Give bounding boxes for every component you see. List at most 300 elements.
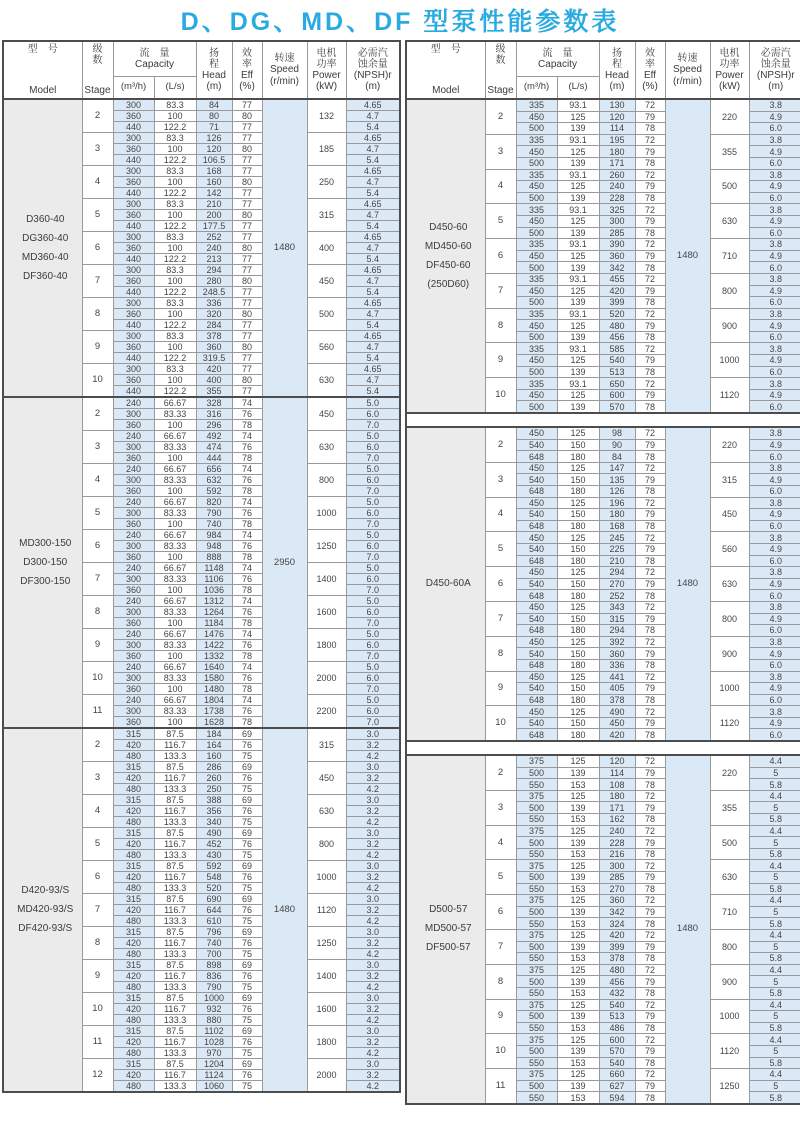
speed-cell: 2950 [262, 397, 307, 728]
power-cell: 800 [710, 273, 749, 308]
ls-cell: 139 [557, 1045, 599, 1057]
col-subheader-m3h: (m³/h) [516, 76, 557, 99]
eff-cell: 77 [232, 386, 262, 398]
stage-cell: 7 [485, 601, 516, 636]
npsh-cell: 4.9 [749, 543, 800, 555]
head-cell: 480 [599, 964, 635, 976]
m3h-cell: 550 [516, 1057, 557, 1069]
npsh-cell: 5.4 [346, 188, 400, 199]
ls-cell: 83.3 [154, 232, 196, 243]
eff-cell: 76 [232, 607, 262, 618]
ls-cell: 150 [557, 439, 599, 451]
npsh-cell: 6.0 [749, 331, 800, 343]
model-cell [406, 427, 485, 741]
power-cell: 710 [710, 895, 749, 930]
eff-cell: 78 [635, 987, 665, 999]
head-cell: 420 [599, 285, 635, 297]
head-cell: 160 [196, 177, 232, 188]
m3h-cell: 540 [516, 683, 557, 695]
head-cell: 320 [196, 309, 232, 320]
eff-cell: 74 [232, 596, 262, 607]
eff-cell: 80 [232, 309, 262, 320]
head-cell: 171 [599, 802, 635, 814]
ls-cell: 122.2 [154, 386, 196, 398]
npsh-cell: 6.0 [346, 409, 400, 420]
power-cell: 630 [307, 431, 346, 464]
eff-cell: 72 [635, 497, 665, 509]
stage-cell: 10 [485, 378, 516, 413]
npsh-cell: 4.65 [346, 265, 400, 276]
npsh-cell: 4.9 [749, 439, 800, 451]
stage-cell: 10 [82, 662, 113, 695]
ls-cell: 100 [154, 375, 196, 386]
ls-cell: 122.2 [154, 254, 196, 265]
eff-cell: 76 [232, 773, 262, 784]
eff-cell: 79 [635, 439, 665, 451]
m3h-cell: 315 [113, 960, 154, 971]
ls-cell: 153 [557, 814, 599, 826]
npsh-cell: 7.0 [346, 453, 400, 464]
eff-cell: 76 [232, 839, 262, 850]
ls-cell: 125 [557, 1069, 599, 1081]
m3h-cell: 375 [516, 1069, 557, 1081]
npsh-cell: 4.9 [749, 683, 800, 695]
head-cell: 880 [196, 1015, 232, 1026]
power-cell: 450 [307, 397, 346, 431]
stage-cell: 2 [485, 755, 516, 790]
head-cell: 252 [196, 232, 232, 243]
m3h-cell: 450 [516, 250, 557, 262]
head-cell: 147 [599, 462, 635, 474]
col-header-capacity: 流 量 Capacity [516, 41, 599, 76]
npsh-cell: 6.0 [749, 486, 800, 498]
model-name: D450-60 [429, 221, 468, 233]
stage-cell: 9 [485, 671, 516, 706]
head-cell: 1184 [196, 618, 232, 629]
eff-cell: 80 [232, 177, 262, 188]
npsh-cell: 6.0 [749, 590, 800, 602]
ls-cell: 180 [557, 625, 599, 637]
head-cell: 378 [599, 953, 635, 965]
npsh-cell: 4.9 [749, 509, 800, 521]
stage-cell: 7 [82, 894, 113, 927]
eff-cell: 78 [232, 453, 262, 464]
power-cell: 450 [307, 265, 346, 298]
npsh-cell: 4.65 [346, 232, 400, 243]
head-cell: 790 [196, 982, 232, 993]
m3h-cell: 375 [516, 790, 557, 802]
eff-cell: 72 [635, 825, 665, 837]
ls-cell: 83.33 [154, 409, 196, 420]
ls-cell: 139 [557, 262, 599, 274]
npsh-cell: 3.2 [346, 938, 400, 949]
ls-cell: 125 [557, 320, 599, 332]
m3h-cell: 360 [113, 144, 154, 155]
power-cell: 1120 [710, 1034, 749, 1069]
head-cell: 520 [196, 883, 232, 894]
col-header-model [3, 41, 82, 99]
head-cell: 260 [196, 773, 232, 784]
npsh-cell: 7.0 [346, 618, 400, 629]
eff-cell: 72 [635, 204, 665, 216]
npsh-cell: 5.0 [346, 563, 400, 574]
stage-cell: 6 [82, 530, 113, 563]
ls-cell: 133.3 [154, 1081, 196, 1093]
model-cell [3, 397, 82, 728]
m3h-cell: 500 [516, 872, 557, 884]
head-cell: 932 [196, 1004, 232, 1015]
ls-cell: 125 [557, 999, 599, 1011]
m3h-cell: 480 [113, 751, 154, 762]
ls-cell: 153 [557, 848, 599, 860]
ls-cell: 87.5 [154, 828, 196, 839]
eff-cell: 78 [635, 729, 665, 741]
head-cell: 474 [196, 442, 232, 453]
power-cell: 185 [307, 133, 346, 166]
npsh-cell: 6.0 [346, 673, 400, 684]
ls-cell: 139 [557, 227, 599, 239]
m3h-cell: 375 [516, 929, 557, 941]
ls-cell: 125 [557, 389, 599, 401]
ls-cell: 66.67 [154, 662, 196, 673]
npsh-cell: 4.9 [749, 389, 800, 401]
eff-cell: 72 [635, 1069, 665, 1081]
ls-cell: 100 [154, 651, 196, 662]
stage-cell: 6 [485, 895, 516, 930]
head-cell: 164 [196, 740, 232, 751]
ls-cell: 125 [557, 355, 599, 367]
ls-cell: 66.67 [154, 563, 196, 574]
ls-cell: 116.7 [154, 839, 196, 850]
npsh-cell: 3.8 [749, 169, 800, 181]
npsh-cell: 4.7 [346, 309, 400, 320]
m3h-cell: 540 [516, 474, 557, 486]
eff-cell: 79 [635, 1080, 665, 1092]
head-cell: 570 [599, 1045, 635, 1057]
eff-cell: 72 [635, 308, 665, 320]
stage-cell: 2 [485, 99, 516, 134]
stage-cell: 12 [82, 1059, 113, 1093]
eff-cell: 77 [232, 331, 262, 342]
eff-cell: 78 [635, 625, 665, 637]
head-cell: 420 [196, 364, 232, 375]
head-cell: 388 [196, 795, 232, 806]
ls-cell: 100 [154, 210, 196, 221]
head-cell: 360 [599, 895, 635, 907]
eff-cell: 75 [232, 850, 262, 861]
m3h-cell: 500 [516, 906, 557, 918]
npsh-cell: 5.0 [346, 629, 400, 640]
head-cell: 984 [196, 530, 232, 541]
m3h-cell: 300 [113, 331, 154, 342]
m3h-cell: 315 [113, 894, 154, 905]
head-cell: 540 [599, 1057, 635, 1069]
eff-cell: 78 [232, 684, 262, 695]
ls-cell: 93.1 [557, 134, 599, 146]
head-cell: 294 [599, 625, 635, 637]
head-cell: 420 [599, 729, 635, 741]
m3h-cell: 450 [516, 215, 557, 227]
eff-cell: 72 [635, 929, 665, 941]
eff-cell: 79 [635, 872, 665, 884]
npsh-cell: 3.2 [346, 971, 400, 982]
ls-cell: 139 [557, 192, 599, 204]
ls-cell: 83.3 [154, 133, 196, 144]
head-cell: 1060 [196, 1081, 232, 1093]
npsh-cell: 4.2 [346, 784, 400, 795]
eff-cell: 79 [635, 613, 665, 625]
m3h-cell: 300 [113, 508, 154, 519]
m3h-cell: 300 [113, 475, 154, 486]
npsh-cell: 3.2 [346, 1037, 400, 1048]
ls-cell: 87.5 [154, 728, 196, 740]
head-cell: 356 [196, 806, 232, 817]
head-cell: 114 [599, 767, 635, 779]
npsh-cell: 5.0 [346, 464, 400, 475]
eff-cell: 74 [232, 695, 262, 706]
m3h-cell: 335 [516, 239, 557, 251]
m3h-cell: 450 [516, 497, 557, 509]
head-cell: 1106 [196, 574, 232, 585]
tables-container [2, 40, 798, 1105]
eff-cell: 74 [232, 563, 262, 574]
eff-cell: 79 [635, 250, 665, 262]
m3h-cell: 240 [113, 431, 154, 442]
npsh-cell: 5.0 [346, 431, 400, 442]
eff-cell: 77 [232, 232, 262, 243]
ls-cell: 87.5 [154, 861, 196, 872]
power-cell: 450 [710, 497, 749, 532]
model-name: D450-60A [425, 578, 471, 590]
model-cell [3, 728, 82, 1092]
eff-cell: 79 [635, 976, 665, 988]
ls-cell: 83.33 [154, 640, 196, 651]
eff-cell: 74 [232, 464, 262, 475]
m3h-cell: 375 [516, 895, 557, 907]
eff-cell: 69 [232, 1059, 262, 1070]
eff-cell: 77 [232, 155, 262, 166]
power-cell: 1250 [710, 1069, 749, 1104]
npsh-cell: 6.0 [749, 401, 800, 413]
m3h-cell: 440 [113, 122, 154, 133]
model-name: (250D60) [427, 278, 470, 290]
head-cell: 319.5 [196, 353, 232, 364]
m3h-cell: 540 [516, 578, 557, 590]
head-cell: 1422 [196, 640, 232, 651]
npsh-cell: 3.0 [346, 795, 400, 806]
eff-cell: 79 [635, 285, 665, 297]
npsh-cell: 4.7 [346, 177, 400, 188]
eff-cell: 78 [635, 157, 665, 169]
power-cell: 355 [710, 134, 749, 169]
data-row [3, 99, 400, 111]
m3h-cell: 360 [113, 519, 154, 530]
eff-cell: 72 [635, 378, 665, 390]
npsh-cell: 3.8 [749, 378, 800, 390]
m3h-cell: 450 [516, 146, 557, 158]
stage-cell: 6 [82, 232, 113, 265]
ls-cell: 87.5 [154, 993, 196, 1004]
stage-cell: 9 [485, 999, 516, 1034]
eff-cell: 78 [635, 590, 665, 602]
head-cell: 71 [196, 122, 232, 133]
model-header-cn: 型 号 [27, 44, 58, 55]
ls-cell: 100 [154, 618, 196, 629]
head-cell: 820 [196, 497, 232, 508]
ls-cell: 83.33 [154, 508, 196, 519]
m3h-cell: 450 [516, 706, 557, 718]
head-cell: 430 [196, 850, 232, 861]
npsh-cell: 4.9 [749, 285, 800, 297]
m3h-cell: 540 [516, 613, 557, 625]
m3h-cell: 360 [113, 552, 154, 563]
head-cell: 324 [599, 918, 635, 930]
npsh-cell: 4.4 [749, 860, 800, 872]
eff-cell: 78 [635, 953, 665, 965]
head-cell: 796 [196, 927, 232, 938]
eff-cell: 75 [232, 751, 262, 762]
ls-cell: 125 [557, 532, 599, 544]
power-cell: 1600 [307, 993, 346, 1026]
head-cell: 184 [196, 728, 232, 740]
ls-cell: 100 [154, 276, 196, 287]
npsh-cell: 6.0 [749, 694, 800, 706]
m3h-cell: 420 [113, 740, 154, 751]
head-cell: 210 [196, 199, 232, 210]
npsh-cell: 6.0 [749, 555, 800, 567]
eff-cell: 79 [635, 648, 665, 660]
speed-cell: 1480 [262, 728, 307, 1092]
m3h-cell: 480 [113, 817, 154, 828]
eff-cell: 76 [232, 1004, 262, 1015]
eff-cell: 78 [635, 297, 665, 309]
npsh-cell: 4.4 [749, 999, 800, 1011]
m3h-cell: 440 [113, 188, 154, 199]
eff-cell: 80 [232, 243, 262, 254]
stage-cell: 8 [82, 596, 113, 629]
eff-cell: 69 [232, 762, 262, 773]
head-cell: 120 [599, 111, 635, 123]
ls-cell: 133.3 [154, 883, 196, 894]
ls-cell: 139 [557, 941, 599, 953]
m3h-cell: 480 [113, 982, 154, 993]
ls-cell: 100 [154, 717, 196, 729]
eff-cell: 77 [232, 265, 262, 276]
model-name: DF450-60 [426, 259, 471, 271]
eff-cell: 74 [232, 497, 262, 508]
npsh-cell: 5 [749, 976, 800, 988]
npsh-cell: 6.0 [749, 192, 800, 204]
ls-cell: 116.7 [154, 971, 196, 982]
m3h-cell: 648 [516, 729, 557, 741]
table-body-left [3, 99, 400, 1092]
ls-cell: 83.3 [154, 166, 196, 177]
m3h-cell: 450 [516, 285, 557, 297]
npsh-cell: 4.9 [749, 578, 800, 590]
model-name: MD450-60 [424, 240, 472, 252]
npsh-cell: 3.2 [346, 839, 400, 850]
table-body-right [406, 99, 800, 1104]
ls-cell: 139 [557, 123, 599, 135]
speed-cell: 1480 [262, 99, 307, 397]
npsh-cell: 5.4 [346, 221, 400, 232]
ls-cell: 116.7 [154, 1004, 196, 1015]
eff-cell: 79 [635, 543, 665, 555]
npsh-cell: 4.9 [749, 613, 800, 625]
eff-cell: 75 [232, 949, 262, 960]
m3h-cell: 500 [516, 1080, 557, 1092]
m3h-cell: 500 [516, 976, 557, 988]
ls-cell: 133.3 [154, 1015, 196, 1026]
stage-cell: 3 [82, 762, 113, 795]
ls-cell: 83.33 [154, 607, 196, 618]
eff-cell: 75 [232, 784, 262, 795]
ls-cell: 116.7 [154, 806, 196, 817]
power-cell: 132 [307, 99, 346, 133]
power-cell: 1000 [710, 671, 749, 706]
ls-cell: 100 [154, 486, 196, 497]
stage-cell: 3 [485, 134, 516, 169]
m3h-cell: 440 [113, 155, 154, 166]
power-cell: 630 [710, 860, 749, 895]
ls-cell: 93.1 [557, 239, 599, 251]
m3h-cell: 315 [113, 795, 154, 806]
stage-cell: 6 [485, 239, 516, 274]
head-cell: 316 [196, 409, 232, 420]
npsh-cell: 4.4 [749, 790, 800, 802]
ls-cell: 100 [154, 552, 196, 563]
ls-cell: 150 [557, 717, 599, 729]
eff-cell: 78 [635, 227, 665, 239]
ls-cell: 100 [154, 585, 196, 596]
ls-cell: 125 [557, 462, 599, 474]
head-cell: 180 [599, 790, 635, 802]
eff-cell: 80 [232, 144, 262, 155]
head-cell: 600 [599, 1034, 635, 1046]
m3h-cell: 375 [516, 755, 557, 767]
eff-cell: 79 [635, 474, 665, 486]
eff-cell: 76 [232, 1070, 262, 1081]
ls-cell: 83.3 [154, 298, 196, 309]
eff-cell: 79 [635, 1011, 665, 1023]
power-cell: 1800 [307, 629, 346, 662]
ls-cell: 116.7 [154, 1037, 196, 1048]
head-cell: 315 [599, 613, 635, 625]
head-cell: 444 [196, 453, 232, 464]
m3h-cell: 648 [516, 555, 557, 567]
eff-cell: 79 [635, 320, 665, 332]
head-cell: 740 [196, 519, 232, 530]
m3h-cell: 550 [516, 918, 557, 930]
stage-cell: 4 [485, 825, 516, 860]
m3h-cell: 450 [516, 111, 557, 123]
eff-cell: 78 [635, 262, 665, 274]
eff-cell: 80 [232, 111, 262, 122]
ls-cell: 100 [154, 177, 196, 188]
m3h-cell: 315 [113, 1026, 154, 1037]
eff-cell: 79 [635, 837, 665, 849]
ls-cell: 125 [557, 601, 599, 613]
ls-cell: 125 [557, 755, 599, 767]
m3h-cell: 335 [516, 343, 557, 355]
head-cell: 285 [599, 227, 635, 239]
ls-cell: 133.3 [154, 916, 196, 927]
ls-cell: 66.67 [154, 695, 196, 706]
ls-cell: 100 [154, 453, 196, 464]
npsh-cell: 3.8 [749, 497, 800, 509]
m3h-cell: 550 [516, 779, 557, 791]
ls-cell: 153 [557, 1057, 599, 1069]
